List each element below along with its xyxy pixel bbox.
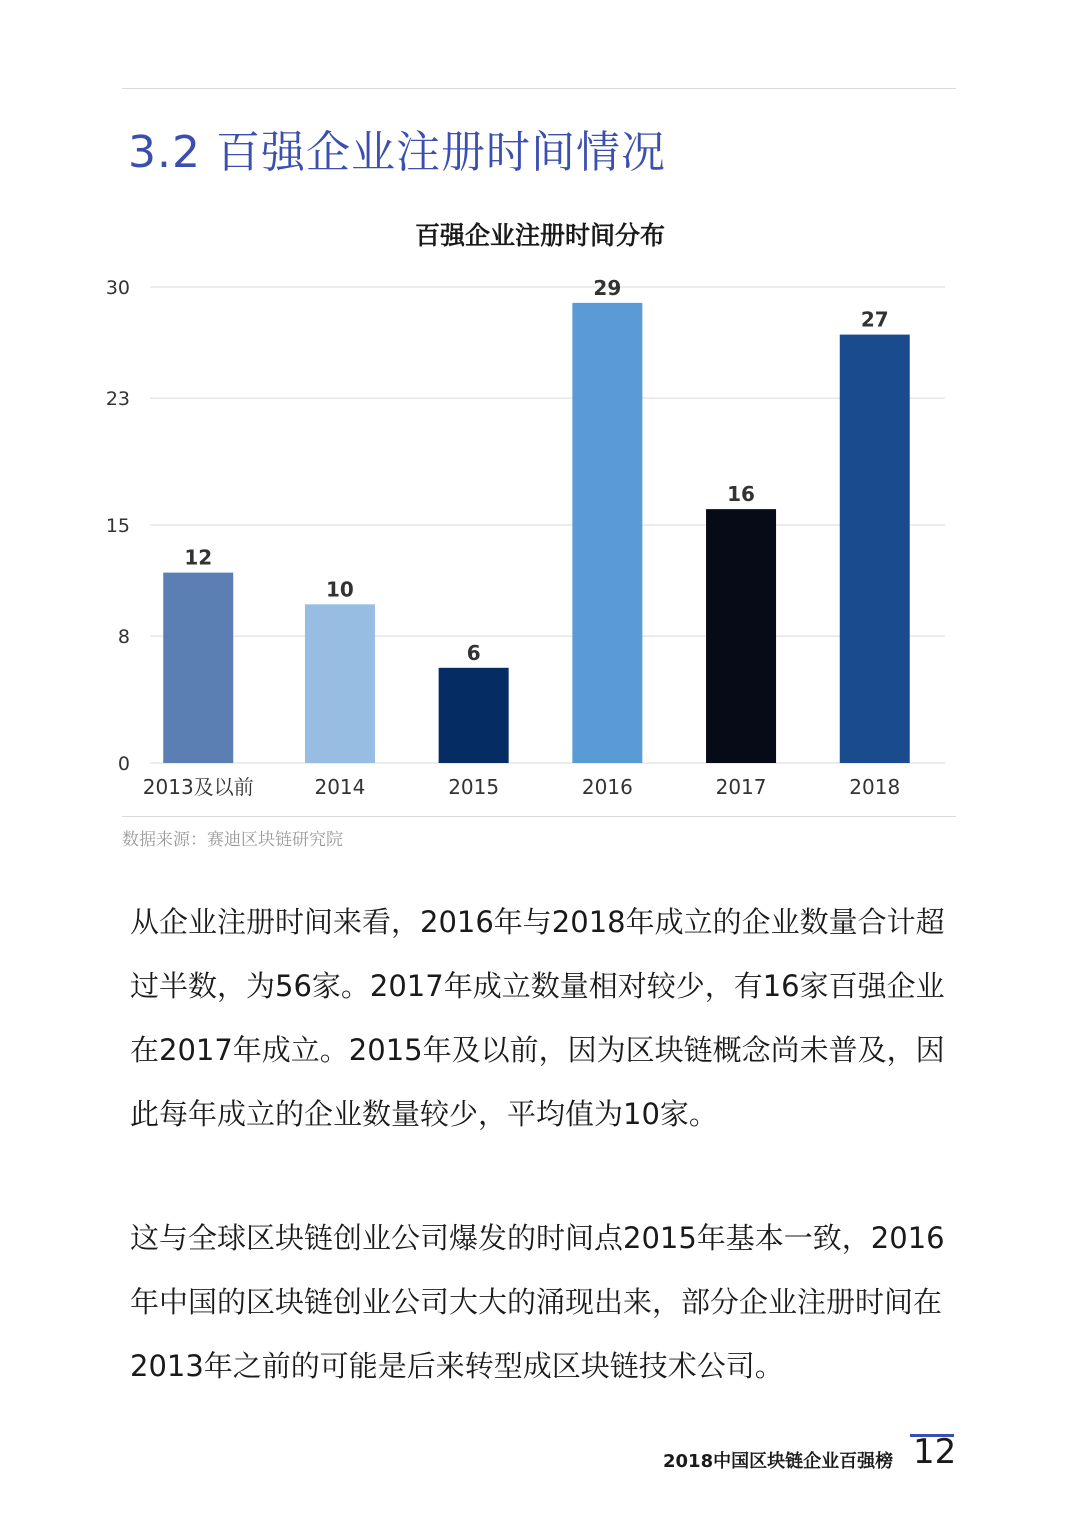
top-rule <box>122 88 956 89</box>
data-label: 10 <box>326 577 354 602</box>
data-label: 12 <box>184 545 213 570</box>
y-tick-label: 15 <box>105 515 130 537</box>
page-number: 12 <box>913 1432 957 1472</box>
data-label: 27 <box>860 307 889 332</box>
source-note: 数据来源：赛迪区块链研究院 <box>122 830 343 850</box>
bar <box>572 303 642 763</box>
data-label: 6 <box>466 640 481 665</box>
y-tick-label: 30 <box>105 277 130 299</box>
data-label: 29 <box>593 275 622 300</box>
bar <box>439 668 509 763</box>
bar <box>706 509 776 763</box>
data-label: 16 <box>727 482 755 507</box>
x-tick-label: 2013及以前 <box>142 775 254 799</box>
chart-bottom-rule <box>122 816 956 817</box>
x-tick-label: 2014 <box>314 775 366 799</box>
paragraph-2: 这与全球区块链创业公司爆发的时间点2015年基本一致，2016年中国的区块链创业公司大大的涌现出来，部分企业注册时间在2013年之前的可能是后来转型成区块链技术公司。 <box>130 1221 945 1383</box>
x-tick-label: 2017 <box>715 775 767 799</box>
y-tick-label: 0 <box>117 753 130 775</box>
section-title: 3.2 百强企业注册时间情况 <box>128 127 666 178</box>
chart-title: 百强企业注册时间分布 <box>414 221 666 250</box>
x-tick-label: 2018 <box>849 775 901 799</box>
x-tick-label: 2016 <box>581 775 633 799</box>
paragraph-1: 从企业注册时间来看，2016年与2018年成立的企业数量合计超过半数，为56家。2017年成立数量相对较少，有16家百强企业在2017年成立。2015年及以前，因为区块链概念尚未普及，因此每年成立的企业数量较少，平均值为10家。 <box>130 905 945 1131</box>
y-tick-label: 8 <box>117 626 130 649</box>
bar <box>840 335 910 763</box>
y-tick-label: 23 <box>105 388 130 411</box>
bar <box>163 573 233 763</box>
footer-report-title: 2018中国区块链企业百强榜 <box>663 1451 894 1472</box>
bar <box>305 604 375 763</box>
x-tick-label: 2015 <box>448 775 500 799</box>
bar-chart <box>0 200 1080 810</box>
